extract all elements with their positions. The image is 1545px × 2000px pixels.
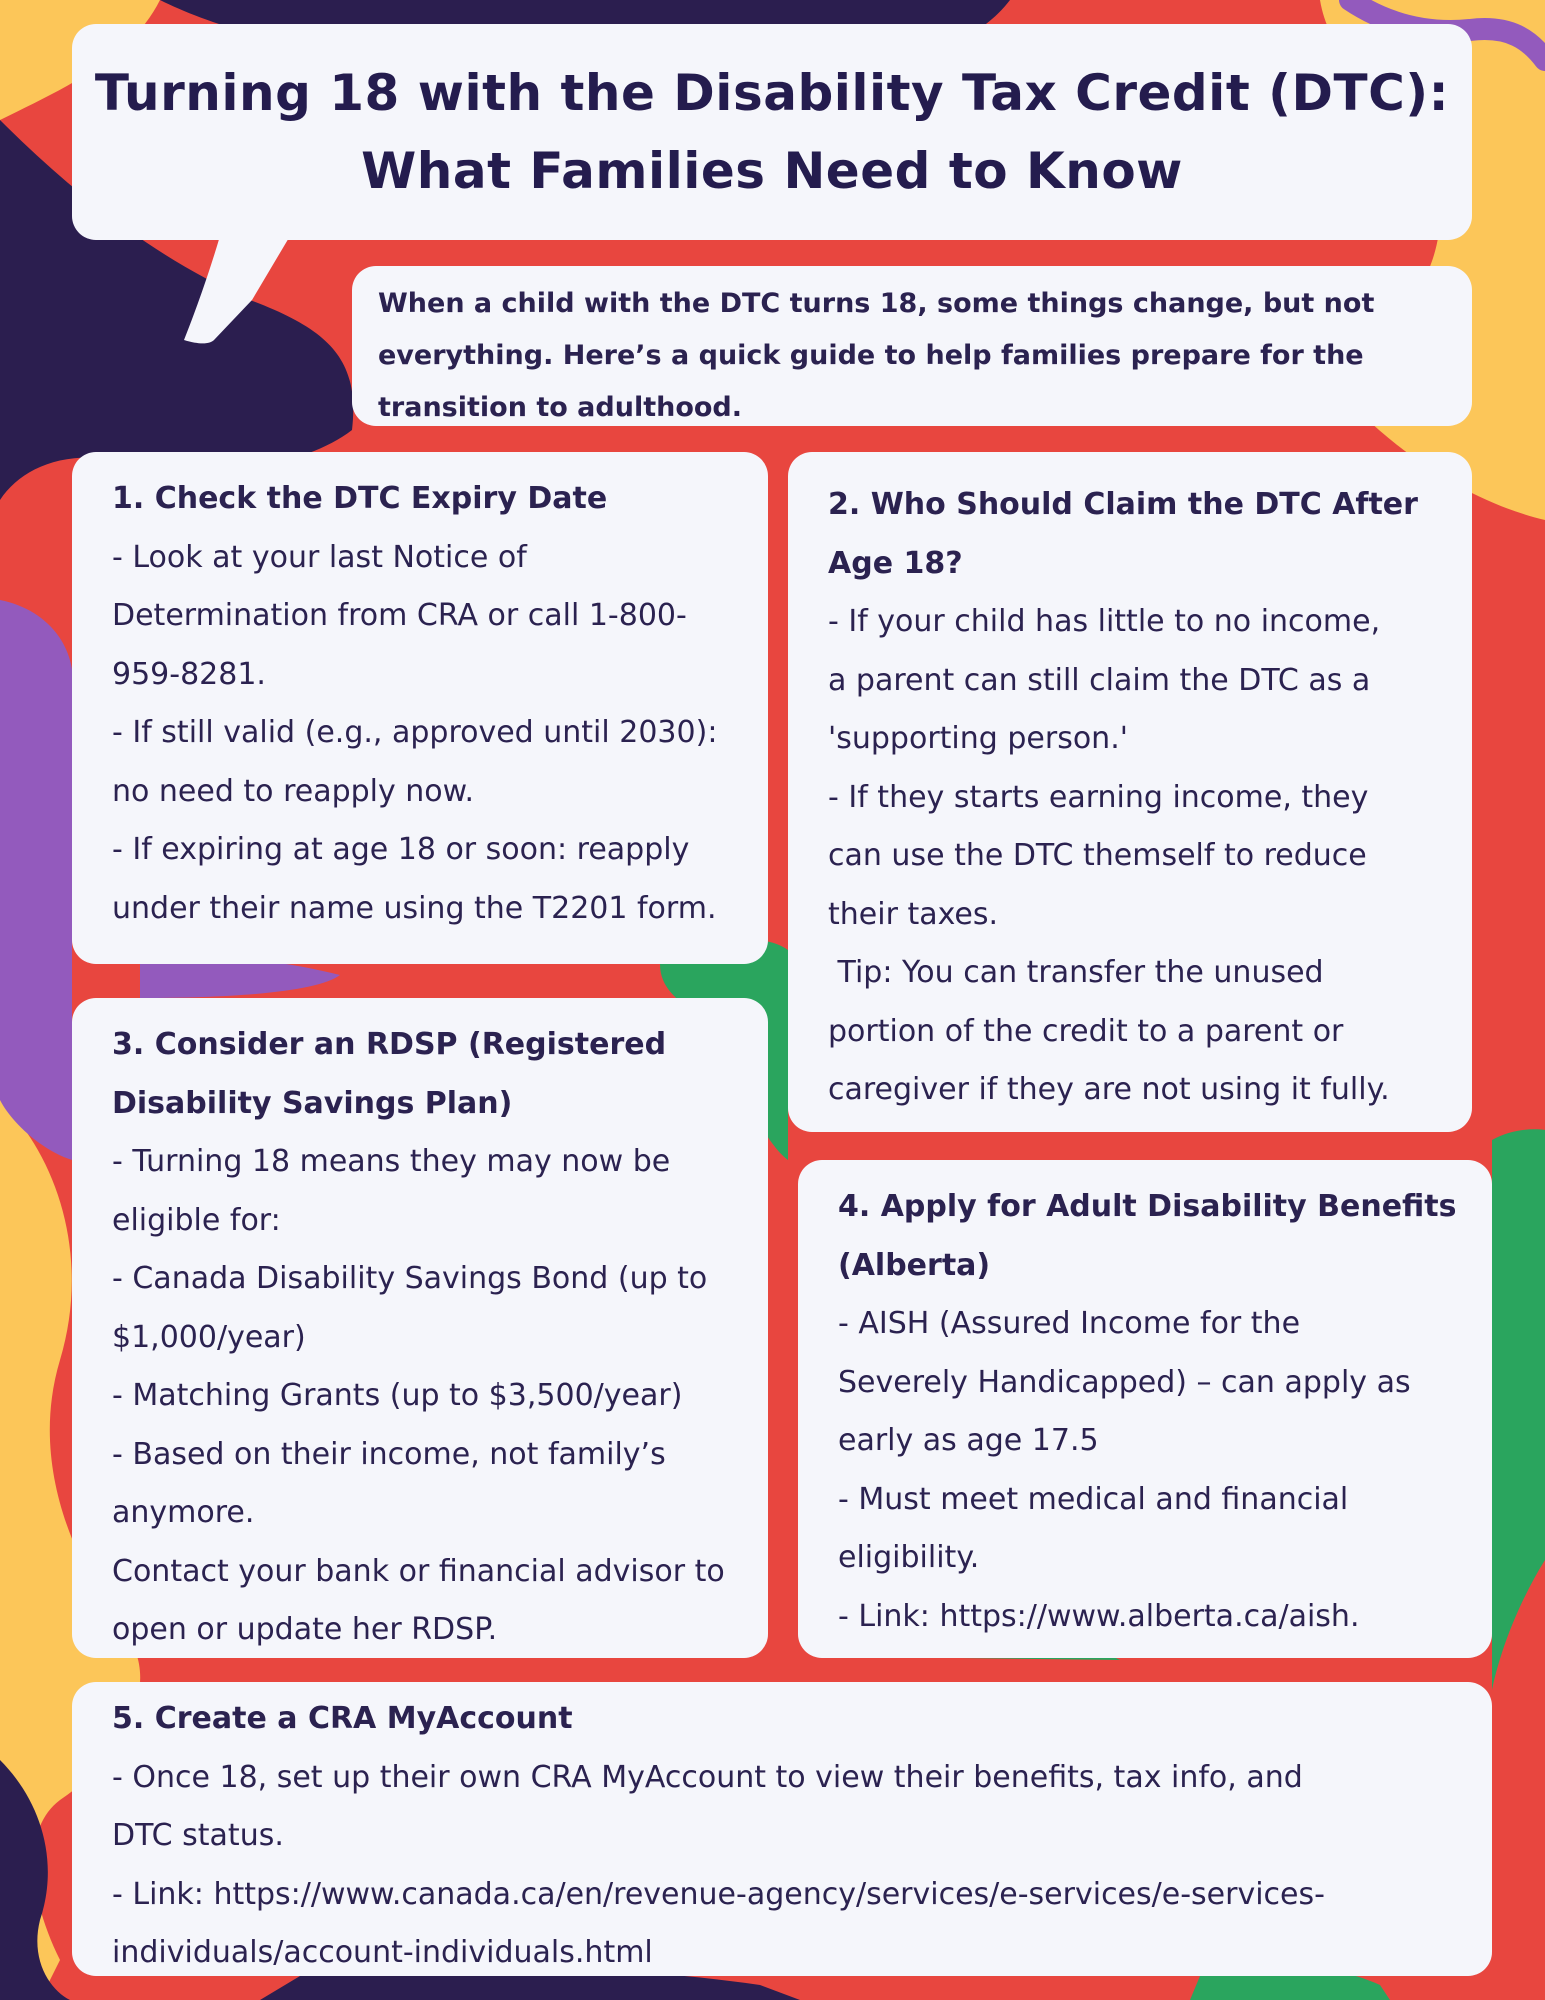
aish-link-line: - Link: https://www.alberta.ca/aish. <box>838 1598 1360 1634</box>
section-line: - Canada Disability Savings Bond (up to <box>112 1261 708 1296</box>
section-line: portion of the credit to a parent or <box>828 1013 1344 1049</box>
section-heading: 3. Consider an RDSP (Registered <box>112 1027 667 1062</box>
section-line: - AISH (Assured Income for the <box>838 1306 1301 1341</box>
title-card <box>72 24 1472 240</box>
section-line: - Turning 18 means they may now be <box>112 1144 671 1179</box>
section-line: - Based on their income, not family’s <box>112 1436 666 1472</box>
section-line: 959-8281. <box>112 656 266 692</box>
section-heading: (Alberta) <box>838 1247 991 1283</box>
section-line: - Once 18, set up their own CRA MyAccount to view their benefits, tax info, and <box>112 1759 1303 1795</box>
section-line: - If still valid (e.g., approved until 2030): <box>112 715 718 750</box>
section-heading: 4. Apply for Adult Disability Benefits <box>838 1189 1457 1224</box>
section-line: - Must meet medical and financial <box>838 1481 1349 1517</box>
intro-card <box>352 266 1472 426</box>
section-line: open or update her RDSP. <box>112 1612 498 1647</box>
section-adult-disability-benefits <box>798 1160 1492 1658</box>
section-line: - If your child has little to no income, <box>828 604 1381 639</box>
section-line: Severely Handicapped) – can apply as <box>838 1364 1411 1400</box>
section-heading: 2. Who Should Claim the DTC After <box>828 487 1418 522</box>
green-blob-right <box>1492 1129 1545 1690</box>
section-line: Determination from CRA or call 1-800- <box>112 598 687 633</box>
section-heading: 1. Check the DTC Expiry Date <box>112 481 608 516</box>
intro-line: When a child with the DTC turns 18, some things change, but not <box>378 288 1375 319</box>
section-line: DTC status. <box>112 1818 284 1853</box>
section-tip-line: Tip: You can transfer the unused <box>828 955 1324 990</box>
section-cra-myaccount <box>72 1682 1492 1976</box>
page-title-line-1: Turning 18 with the Disability Tax Credit (DTC): <box>94 64 1450 122</box>
section-consider-rdsp <box>72 998 768 1658</box>
section-line: can use the DTC themself to reduce <box>828 838 1367 873</box>
section-line: a parent can still claim the DTC as a <box>828 662 1371 698</box>
section-line: under their name using the T2201 form. <box>112 890 717 926</box>
intro-line: transition to adulthood. <box>378 392 743 423</box>
section-line: - Matching Grants (up to $3,500/year) <box>112 1378 683 1413</box>
section-heading: Age 18? <box>828 545 963 581</box>
section-line: eligible for: <box>112 1202 281 1238</box>
section-line: early as age 17.5 <box>838 1423 1099 1458</box>
section-line: eligibility. <box>838 1540 980 1575</box>
section-who-should-claim <box>788 452 1472 1132</box>
section-line: Contact your bank or financial advisor to <box>112 1553 725 1589</box>
section-line: - Look at your last Notice of <box>112 539 527 575</box>
section-line: no need to reapply now. <box>112 773 474 809</box>
cra-link-line: - Link: https://www.canada.ca/en/revenue-agency/services/e-services/e-services- <box>112 1876 1325 1912</box>
section-line: - If expiring at age 18 or soon: reapply <box>112 832 690 867</box>
section-check-dtc-expiry <box>72 452 768 964</box>
section-line: - If they starts earning income, they <box>828 779 1369 815</box>
section-line: 'supporting person.' <box>828 721 1128 756</box>
section-line: their taxes. <box>828 896 999 932</box>
section-heading: 5. Create a CRA MyAccount <box>112 1701 573 1736</box>
page-title-line-2: What Families Need to Know <box>361 142 1183 200</box>
section-line: caregiver if they are not using it fully. <box>828 1072 1390 1107</box>
cra-link-line: individuals/account-individuals.html <box>112 1935 653 1970</box>
section-heading: Disability Savings Plan) <box>112 1085 513 1121</box>
section-line: anymore. <box>112 1495 255 1530</box>
purple-blob-left <box>0 600 73 1160</box>
intro-line: everything. Here’s a quick guide to help families prepare for the <box>378 340 1364 371</box>
section-line: $1,000/year) <box>112 1319 306 1355</box>
